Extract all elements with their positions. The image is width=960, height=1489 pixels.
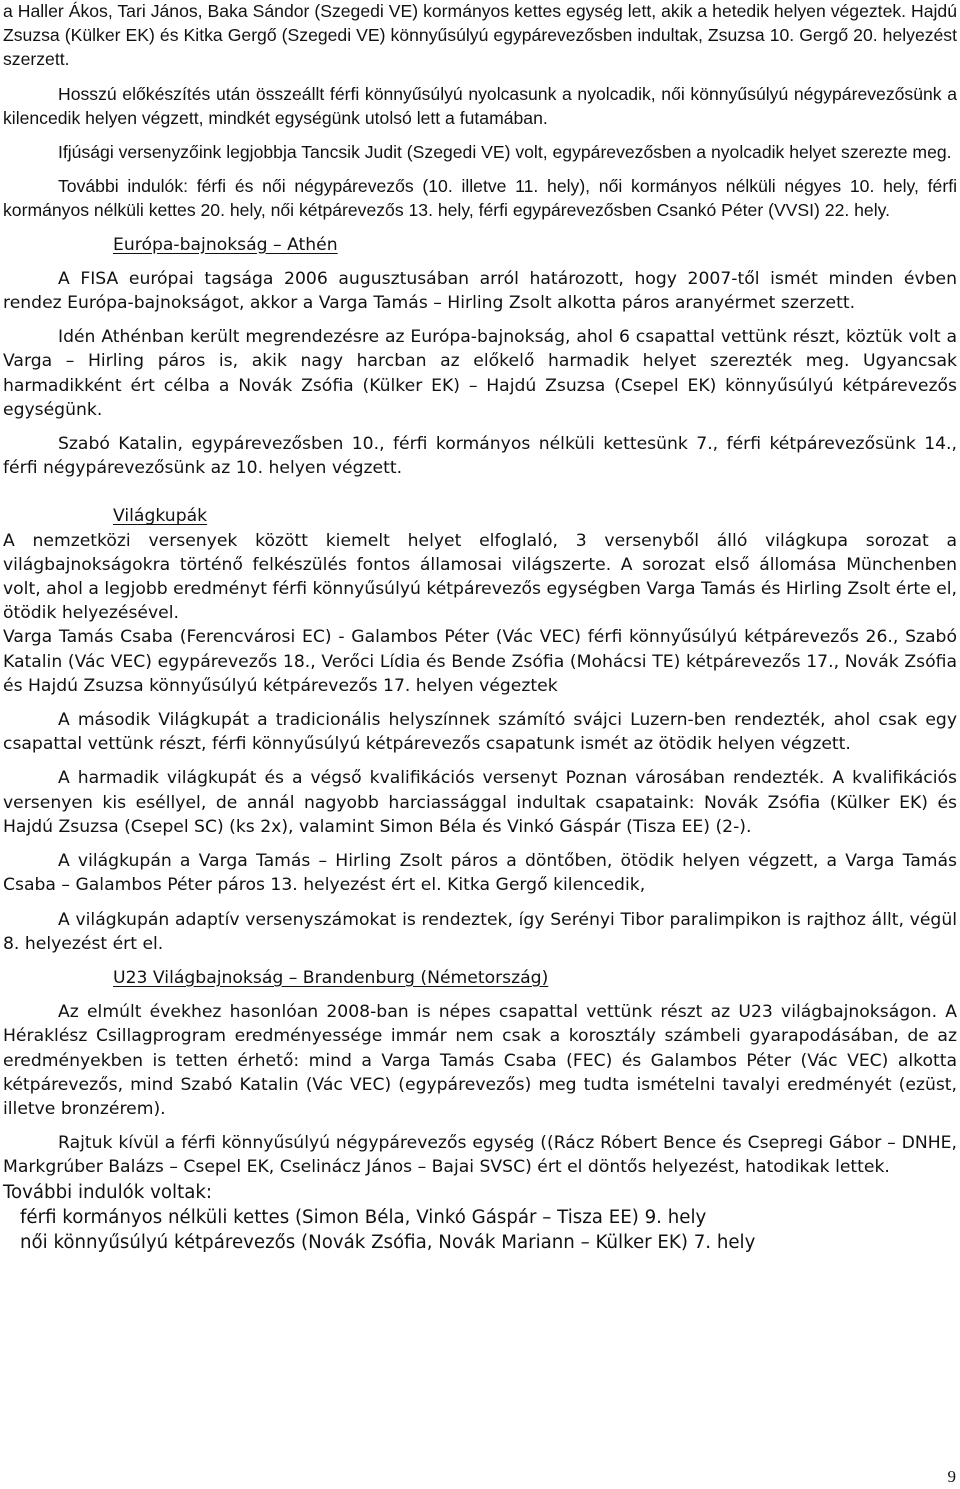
section-heading-wrap bbox=[3, 233, 957, 257]
paragraph: a Haller Ákos, Tari János, Baka Sándor (Szegedi VE) kormányos kettes egység lett, akik a hetedik helyen végeztek. Hajdú Zsuzsa (Külker EK) és Kitka Gergő (Szegedi VE) könnyűsúlyú egypárevezősben indultak, Zsuzsa 10. Gergő 20. helyezést szerzett. bbox=[3, 1, 957, 70]
list-item: női könnyűsúlyú kétpárevezős (Novák Zsófia, Novák Mariann – Külker EK) 7. hely bbox=[20, 1231, 756, 1253]
paragraph: A második Világkupát a tradicionális helyszínnek számító svájci Luzern-ben rendezték, ahol csak egy csapattal vettünk részt, férfi könnyűsúlyú kétpárevezős csapatunk ismét az ötödik helyen végzett. bbox=[3, 710, 957, 755]
paragraph: További indulók: férfi és női négypárevezős (10. illetve 11. hely), női kormányos nélküli négyes 10. hely, férfi kormányos nélküli kettes 20. hely, női kétpárevezős 13. hely, férfi egypárevezősben Csankó Péter (VVSI) 22. hely. bbox=[3, 176, 957, 221]
paragraph: A világkupán adaptív versenyszámokat is rendeztek, így Serényi Tibor paralimpikon is rajthoz állt, végül 8. helyezést ért el. bbox=[3, 909, 957, 954]
paragraph: Szabó Katalin, egypárevezősben 10., férfi kormányos nélküli kettesünk 7., férfi kétpárevezősünk 14., férfi négypárevezősünk az 10. helyen végzett. bbox=[3, 434, 957, 479]
paragraph: A világkupán a Varga Tamás – Hirling Zsolt páros a döntőben, ötödik helyen végzett, a Varga Tamás Csaba – Galambos Péter páros 13. helyezést ért el. Kitka Gergő kilencedik, bbox=[3, 851, 957, 896]
paragraph: Idén Athénban került megrendezésre az Európa-bajnokság, ahol 6 csapattal vettünk részt, köztük volt a Varga – Hirling páros is, akik nagy harcban az előkelő harmadik helyet szerezték meg. Ugyancsak harmadikként ért célba a Novák Zsófia (Külker EK) – Hajdú Zsuzsa (Csepel EK) könnyűsúlyú kétpárevezős egységünk. bbox=[3, 327, 957, 420]
paragraph: A FISA európai tagsága 2006 augusztusában arról határozott, hogy 2007-től ismét minden évben rendez Európa-bajnokságot, akkor a Varga Tamás – Hirling Zsolt alkotta páros aranyérmet szerzett. bbox=[3, 268, 957, 314]
paragraph: Ifjúsági versenyzőink legjobbja Tancsik Judit (Szegedi VE) volt, egypárevezősben a nyolcadik helyet szerezte meg. bbox=[58, 142, 952, 163]
section-heading-europe: Európa-bajnokság – Athén bbox=[113, 234, 338, 255]
section-heading-wrap bbox=[3, 966, 957, 990]
section-heading-u23: U23 Világbajnokság – Brandenburg (Németország) bbox=[113, 967, 549, 988]
section-heading-worldcups: Világkupák bbox=[113, 506, 208, 527]
paragraph: Hosszú előkészítés után összeállt férfi könnyűsúlyú nyolcasunk a nyolcadik, női könnyűsúlyú négypárevezősünk a kilencedik helyen végzett, mindkét egységünk utolsó lett a futamában. bbox=[3, 83, 957, 128]
paragraph: A nemzetközi versenyek között kiemelt helyet elfoglaló, 3 versenyből álló világkupa sorozat a világbajnokságokra történő felkészülés fontos államosai világszerte. A sorozat első állomása Münchenben volt, ahol a legjobb eredményt férfi könnyűsúlyú kétpárevezős egységben Varga Tamás és Hirling Zsolt érte el, ötödik helyezésével. bbox=[3, 530, 957, 624]
paragraph: További indulók voltak: bbox=[3, 1181, 213, 1203]
section-heading-wrap bbox=[3, 504, 957, 528]
list-item: férfi kormányos nélküli kettes (Simon Béla, Vinkó Gáspár – Tisza EE) 9. hely bbox=[20, 1206, 707, 1228]
paragraph: A harmadik világkupát és a végső kvalifikációs versenyt Poznan városában rendezték. A kvalifikációs versenyen kis eséllyel, de annál nagyobb harciassággal indultak csapataink: Novák Zsófia (Külker EK) és Hajdú Zsuzsa (Csepel SC) (ks 2x), valamint Simon Béla és Vinkó Gáspár (Tisza EE) (2-). bbox=[3, 768, 957, 837]
paragraph: Rajtuk kívül a férfi könnyűsúlyú négypárevezős egység ((Rácz Róbert Bence és Csepregi Gábor – DNHE, Markgrúber Balázs – Csepel EK, Cselinácz János – Bajai SVSC) ért el döntős helyezést, hatodikak lettek. bbox=[3, 1133, 957, 1178]
page-number: 9 bbox=[947, 1467, 956, 1486]
paragraph: Az elmúlt évekhez hasonlóan 2008-ban is népes csapattal vettünk részt az U23 világbajnokságon. A Héraklész Csillagprogram eredményessége immár nem csak a korosztály számbeli gyarapodásában, de az eredményekben is tetten érhető: mind a Varga Tamás Csaba (FEC) és Galambos Péter (Vác VEC) alkotta kétpárevezős, mind Szabó Katalin (Vác VEC) (egypárevezős) meg tudta ismételni tavalyi eredményét (ezüst, illetve bronzérem). bbox=[3, 1002, 957, 1119]
paragraph: Varga Tamás Csaba (Ferencvárosi EC) - Galambos Péter (Vác VEC) férfi könnyűsúlyú kétpárevezős 26., Szabó Katalin (Vác VEC) egypárevezős 18., Verőci Lídia és Bende Zsófia (Mohácsi TE) kétpárevezős 17., Novák Zsófia és Hajdú Zsuzsa könnyűsúlyú kétpárevezős 17. helyen végeztek bbox=[3, 627, 957, 696]
document-page bbox=[3, 0, 957, 1255]
